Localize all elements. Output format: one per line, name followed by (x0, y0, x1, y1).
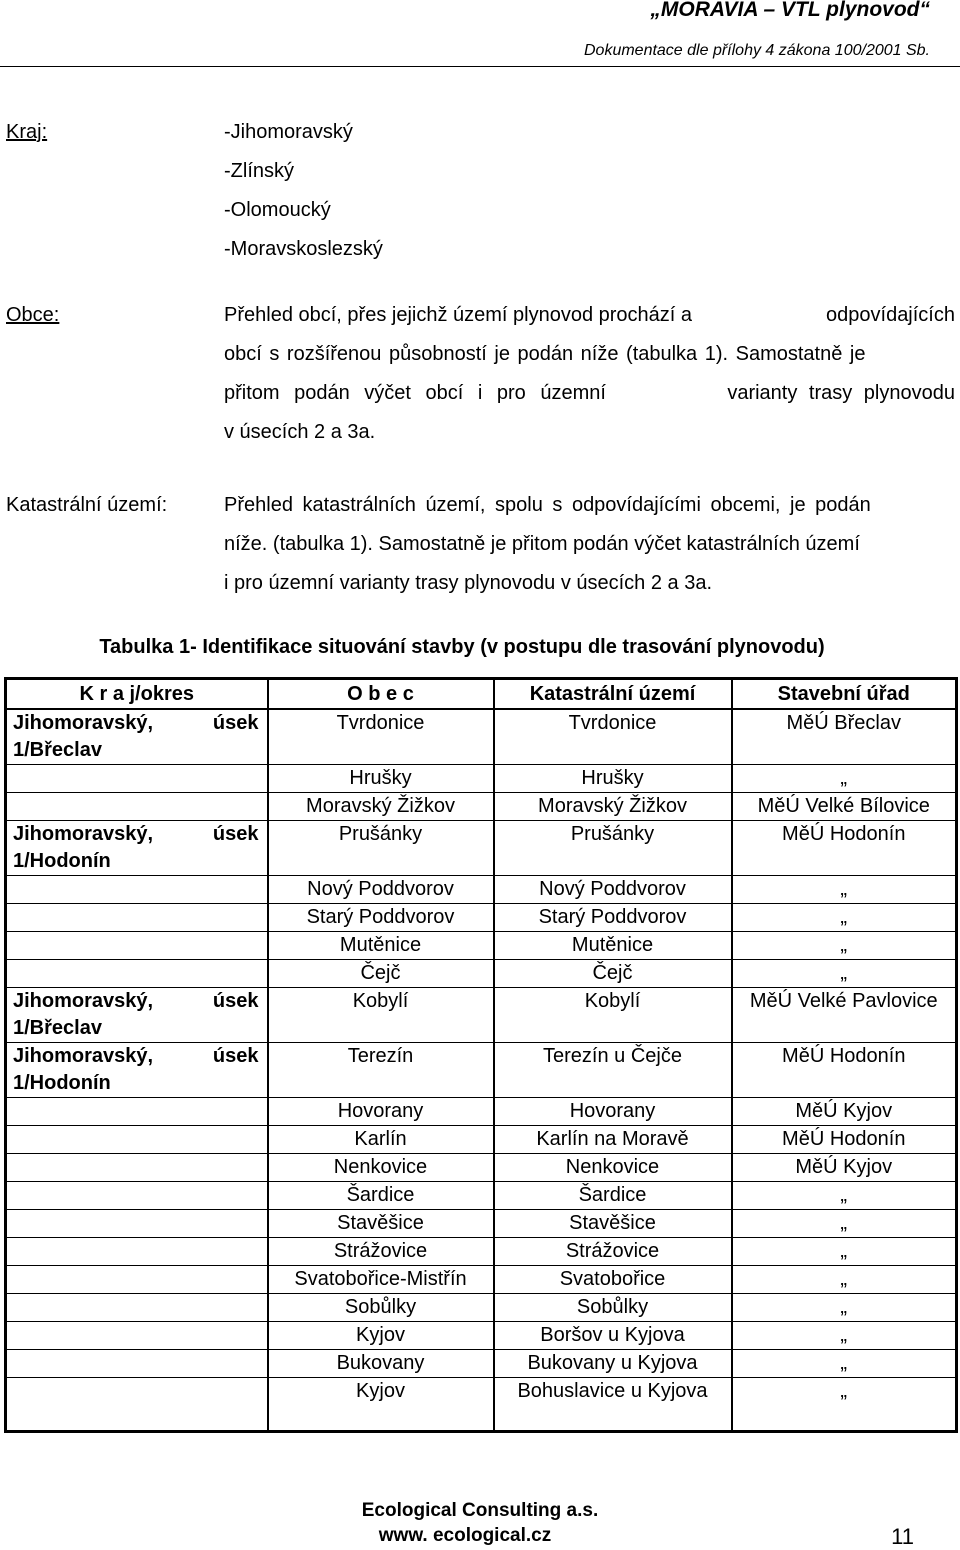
cell-urad: „ (732, 1238, 957, 1266)
cell-urad: „ (732, 1266, 957, 1294)
cell-urad: „ (732, 1294, 957, 1322)
obce-line-3 (224, 382, 955, 405)
cell-urad: MěÚ Hodonín (732, 1043, 957, 1098)
kraj-okres: 1/Břeclav (13, 1017, 102, 1039)
cell-kraj (6, 821, 268, 876)
cell-obec: Kyjov (268, 1322, 494, 1350)
kraj-item: -Zlínský (224, 160, 294, 182)
cell-urad: „ (732, 876, 957, 904)
kraj-name: Jihomoravský, (13, 990, 154, 1012)
cell-kraj (6, 1322, 268, 1350)
kraj-usek: úsek (212, 823, 259, 845)
katastr-line-1: Přehled katastrálních území, spolu s odpovídajícími obcemi, je podán (224, 494, 871, 516)
cell-obec: Svatobořice-Mistřín (268, 1266, 494, 1294)
cell-obec: Strážovice (268, 1238, 494, 1266)
table-row (6, 1350, 957, 1378)
cell-urad: „ (732, 1210, 957, 1238)
kraj-item: -Jihomoravský (224, 121, 353, 143)
cell-katastr: Bukovany u Kyjova (494, 1350, 732, 1378)
obce-line-4: v úsecích 2 a 3a. (224, 421, 376, 443)
cell-obec: Nový Poddvorov (268, 876, 494, 904)
cell-kraj (6, 1266, 268, 1294)
table-row (6, 1126, 957, 1154)
cell-urad: „ (732, 1378, 957, 1432)
obce-line-3-a: přitom podán výčet obcí i pro územní (224, 382, 606, 404)
page-number: 11 (891, 1524, 914, 1549)
kraj-item: -Moravskoslezský (224, 238, 383, 260)
cell-kraj (6, 1126, 268, 1154)
cell-urad: „ (732, 765, 957, 793)
cell-katastr: Hovorany (494, 1098, 732, 1126)
kraj-name: Jihomoravský, (13, 823, 154, 845)
cell-katastr: Šardice (494, 1182, 732, 1210)
kraj-okres: 1/Hodonín (13, 1072, 111, 1094)
cell-kraj (6, 1098, 268, 1126)
cell-katastr: Kobylí (494, 988, 732, 1043)
cell-urad: „ (732, 960, 957, 988)
cell-urad: MěÚ Velké Pavlovice (732, 988, 957, 1043)
cell-obec: Čejč (268, 960, 494, 988)
cell-obec: Mutěnice (268, 932, 494, 960)
kraj-usek: úsek (212, 712, 259, 734)
cell-kraj (6, 793, 268, 821)
cell-obec: Šardice (268, 1182, 494, 1210)
cell-katastr: Nenkovice (494, 1154, 732, 1182)
table-row (6, 1378, 957, 1432)
cell-obec: Stavěšice (268, 1210, 494, 1238)
table-row (6, 1154, 957, 1182)
obce-line-2: obcí s rozšířenou působností je podán níže (tabulka 1). Samostatně je (224, 343, 866, 365)
cell-kraj (6, 1210, 268, 1238)
table-row (6, 932, 957, 960)
table-row (6, 988, 957, 1043)
cell-obec: Nenkovice (268, 1154, 494, 1182)
cell-urad: „ (732, 1182, 957, 1210)
cell-obec: Starý Poddvorov (268, 904, 494, 932)
cell-obec: Hrušky (268, 765, 494, 793)
cell-kraj (6, 1154, 268, 1182)
table-row (6, 876, 957, 904)
cell-katastr: Moravský Žižkov (494, 793, 732, 821)
katastr-label: Katastrální území: (6, 494, 168, 516)
col-header-kraj: K r a j/okres (6, 679, 268, 710)
document-title: „MORAVIA – VTL plynovod“ (650, 0, 930, 21)
table-row (6, 1098, 957, 1126)
table-row (6, 1266, 957, 1294)
kraj-name: Jihomoravský, (13, 712, 154, 734)
cell-katastr: Hrušky (494, 765, 732, 793)
cell-katastr: Čejč (494, 960, 732, 988)
cell-katastr: Karlín na Moravě (494, 1126, 732, 1154)
cell-obec: Bukovany (268, 1350, 494, 1378)
cell-katastr: Prušánky (494, 821, 732, 876)
table-row (6, 1182, 957, 1210)
table-row (6, 1322, 957, 1350)
obce-label: Obce: (6, 304, 60, 326)
kraj-usek: úsek (212, 1045, 259, 1067)
table-row (6, 765, 957, 793)
cell-urad: „ (732, 1322, 957, 1350)
cell-katastr: Boršov u Kyjova (494, 1322, 732, 1350)
obce-line-1 (224, 304, 955, 327)
kraj-okres: 1/Hodonín (13, 850, 111, 872)
cell-katastr: Bohuslavice u Kyjova (494, 1378, 732, 1432)
col-header-obec: O b e c (268, 679, 494, 710)
cell-obec: Kobylí (268, 988, 494, 1043)
cell-katastr: Stavěšice (494, 1210, 732, 1238)
cell-kraj (6, 1182, 268, 1210)
cell-katastr: Mutěnice (494, 932, 732, 960)
cell-kraj (6, 709, 268, 765)
table-row (6, 709, 957, 765)
kraj-okres: 1/Břeclav (13, 739, 102, 761)
cell-urad: MěÚ Hodonín (732, 1126, 957, 1154)
cell-urad: MěÚ Břeclav (732, 709, 957, 765)
cell-urad: MěÚ Kyjov (732, 1098, 957, 1126)
cell-obec: Moravský Žižkov (268, 793, 494, 821)
katastr-line-2: níže. (tabulka 1). Samostatně je přitom podán výčet katastrálních území (224, 533, 860, 555)
table-row (6, 960, 957, 988)
cell-obec: Kyjov (268, 1378, 494, 1432)
col-header-urad: Stavební úřad (732, 679, 957, 710)
cell-katastr: Terezín u Čejče (494, 1043, 732, 1098)
kraj-item: -Olomoucký (224, 199, 331, 221)
table-row (6, 1210, 957, 1238)
footer-company: Ecological Consulting a.s. (361, 1500, 599, 1521)
cell-katastr: Nový Poddvorov (494, 876, 732, 904)
obce-line-3-b: varianty trasy plynovodu (727, 382, 955, 404)
cell-urad: MěÚ Velké Bílovice (732, 793, 957, 821)
document-subtitle: Dokumentace dle přílohy 4 zákona 100/2001 Sb. (583, 42, 930, 59)
cell-kraj (6, 904, 268, 932)
table-row (6, 793, 957, 821)
cell-urad: MěÚ Hodonín (732, 821, 957, 876)
table-row (6, 904, 957, 932)
cell-obec: Hovorany (268, 1098, 494, 1126)
table-row (6, 1043, 957, 1098)
identification-table (4, 677, 958, 1433)
cell-kraj (6, 765, 268, 793)
col-header-katastr: Katastrální území (494, 679, 732, 710)
cell-katastr: Strážovice (494, 1238, 732, 1266)
table-row (6, 821, 957, 876)
cell-katastr: Starý Poddvorov (494, 904, 732, 932)
cell-urad: MěÚ Kyjov (732, 1154, 957, 1182)
kraj-usek: úsek (212, 990, 259, 1012)
cell-obec: Sobůlky (268, 1294, 494, 1322)
cell-urad: „ (732, 1350, 957, 1378)
cell-katastr: Tvrdonice (494, 709, 732, 765)
cell-urad: „ (732, 932, 957, 960)
kraj-label: Kraj: (6, 121, 48, 143)
cell-obec: Terezín (268, 1043, 494, 1098)
cell-kraj (6, 988, 268, 1043)
cell-katastr: Svatobořice (494, 1266, 732, 1294)
cell-obec: Prušánky (268, 821, 494, 876)
obce-line-1-a: Přehled obcí, přes jejichž území plynovod prochází a (224, 304, 693, 326)
footer-web: www. ecological.cz (378, 1525, 552, 1546)
cell-kraj (6, 1294, 268, 1322)
cell-kraj (6, 1238, 268, 1266)
cell-urad: „ (732, 904, 957, 932)
kraj-name: Jihomoravský, (13, 1045, 154, 1067)
cell-kraj (6, 960, 268, 988)
table-row (6, 1238, 957, 1266)
katastr-line-3: i pro územní varianty trasy plynovodu v úsecích 2 a 3a. (224, 572, 713, 594)
cell-kraj (6, 876, 268, 904)
table-row (6, 1294, 957, 1322)
cell-obec: Tvrdonice (268, 709, 494, 765)
cell-kraj (6, 1350, 268, 1378)
cell-kraj (6, 1043, 268, 1098)
cell-kraj (6, 932, 268, 960)
cell-obec: Karlín (268, 1126, 494, 1154)
cell-kraj (6, 1378, 268, 1432)
header-divider (0, 66, 960, 67)
table-caption: Tabulka 1- Identifikace situování stavby (v postupu dle trasování plynovodu) (99, 636, 825, 658)
cell-katastr: Sobůlky (494, 1294, 732, 1322)
obce-line-1-b: odpovídajících (826, 304, 955, 326)
